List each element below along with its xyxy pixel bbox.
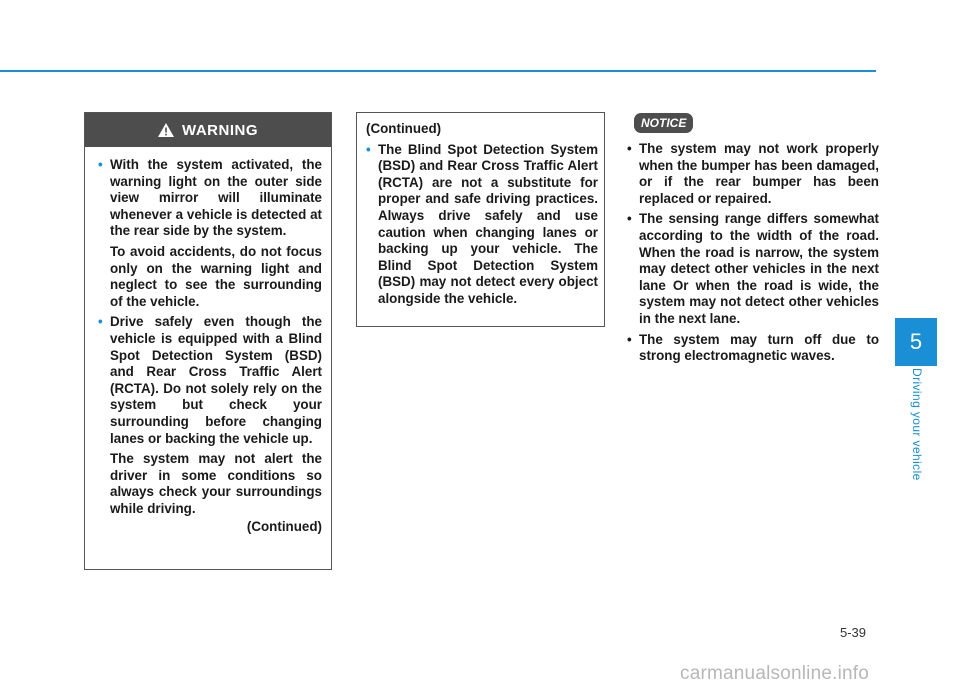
chapter-title: Driving your vehicle [910,368,924,481]
warning-bullet-1: • With the system activated, the warning light on the outer side view mirror will illuminate whenever a vehicle is detected at the rear side by the system. [98,157,322,240]
notice-item-3: • The system may turn off due to strong electromagnetic waves. [624,332,879,365]
warning-continued-label: (Continued) [246,519,322,535]
warning-body [85,147,331,536]
warning-triangle-icon [158,123,174,137]
warning-header [85,113,331,147]
notice-list [624,141,879,369]
page-number: 5-39 [840,625,867,640]
continued-bullet: • The Blind Spot Detection System (BSD) and Rear Cross Traffic Alert (RCTA) are not a substitute for proper and safe driving practices. Always drive safely and use caution when changing lanes or backing up your vehicle. The Blind Spot Detection System (BSD) may not detect every object alongside the vehicle. [366,142,598,308]
warning-paragraph-1: To avoid accidents, do not focus only on the warning light and neglect to see the surrounding of the vehicle. [110,243,322,309]
notice-item-2: • The sensing range differs somewhat according to the width of the road. When the road is narrow, the system may detect other vehicles in the next lane Or when the road is wide, the system may not detect other vehicles in the next lane. [624,211,879,327]
notice-badge: NOTICE [634,113,693,133]
notice-item-1: • The system may not work properly when the bumper has been damaged, or if the rear bumper has been replaced or repaired. [624,141,879,207]
chapter-tab: 5 [895,318,937,366]
warning-paragraph-2: The system may not alert the driver in some conditions so always check your surroundings while driving. [110,451,322,516]
top-rule [0,70,876,72]
continued-box [356,112,605,327]
warning-header-label: WARNING [182,121,258,139]
warning-bullet-2: • Drive safely even though the vehicle is equipped with a Blind Spot Detection System (BSD) and Rear Cross Traffic Alert (RCTA). Do not solely rely on the system but check your surrounding before changing lanes or backing the vehicle up. [98,314,322,447]
continued-heading: (Continued) [366,121,442,136]
warning-box [84,112,332,570]
watermark: carmanualsonline.info [680,663,870,684]
